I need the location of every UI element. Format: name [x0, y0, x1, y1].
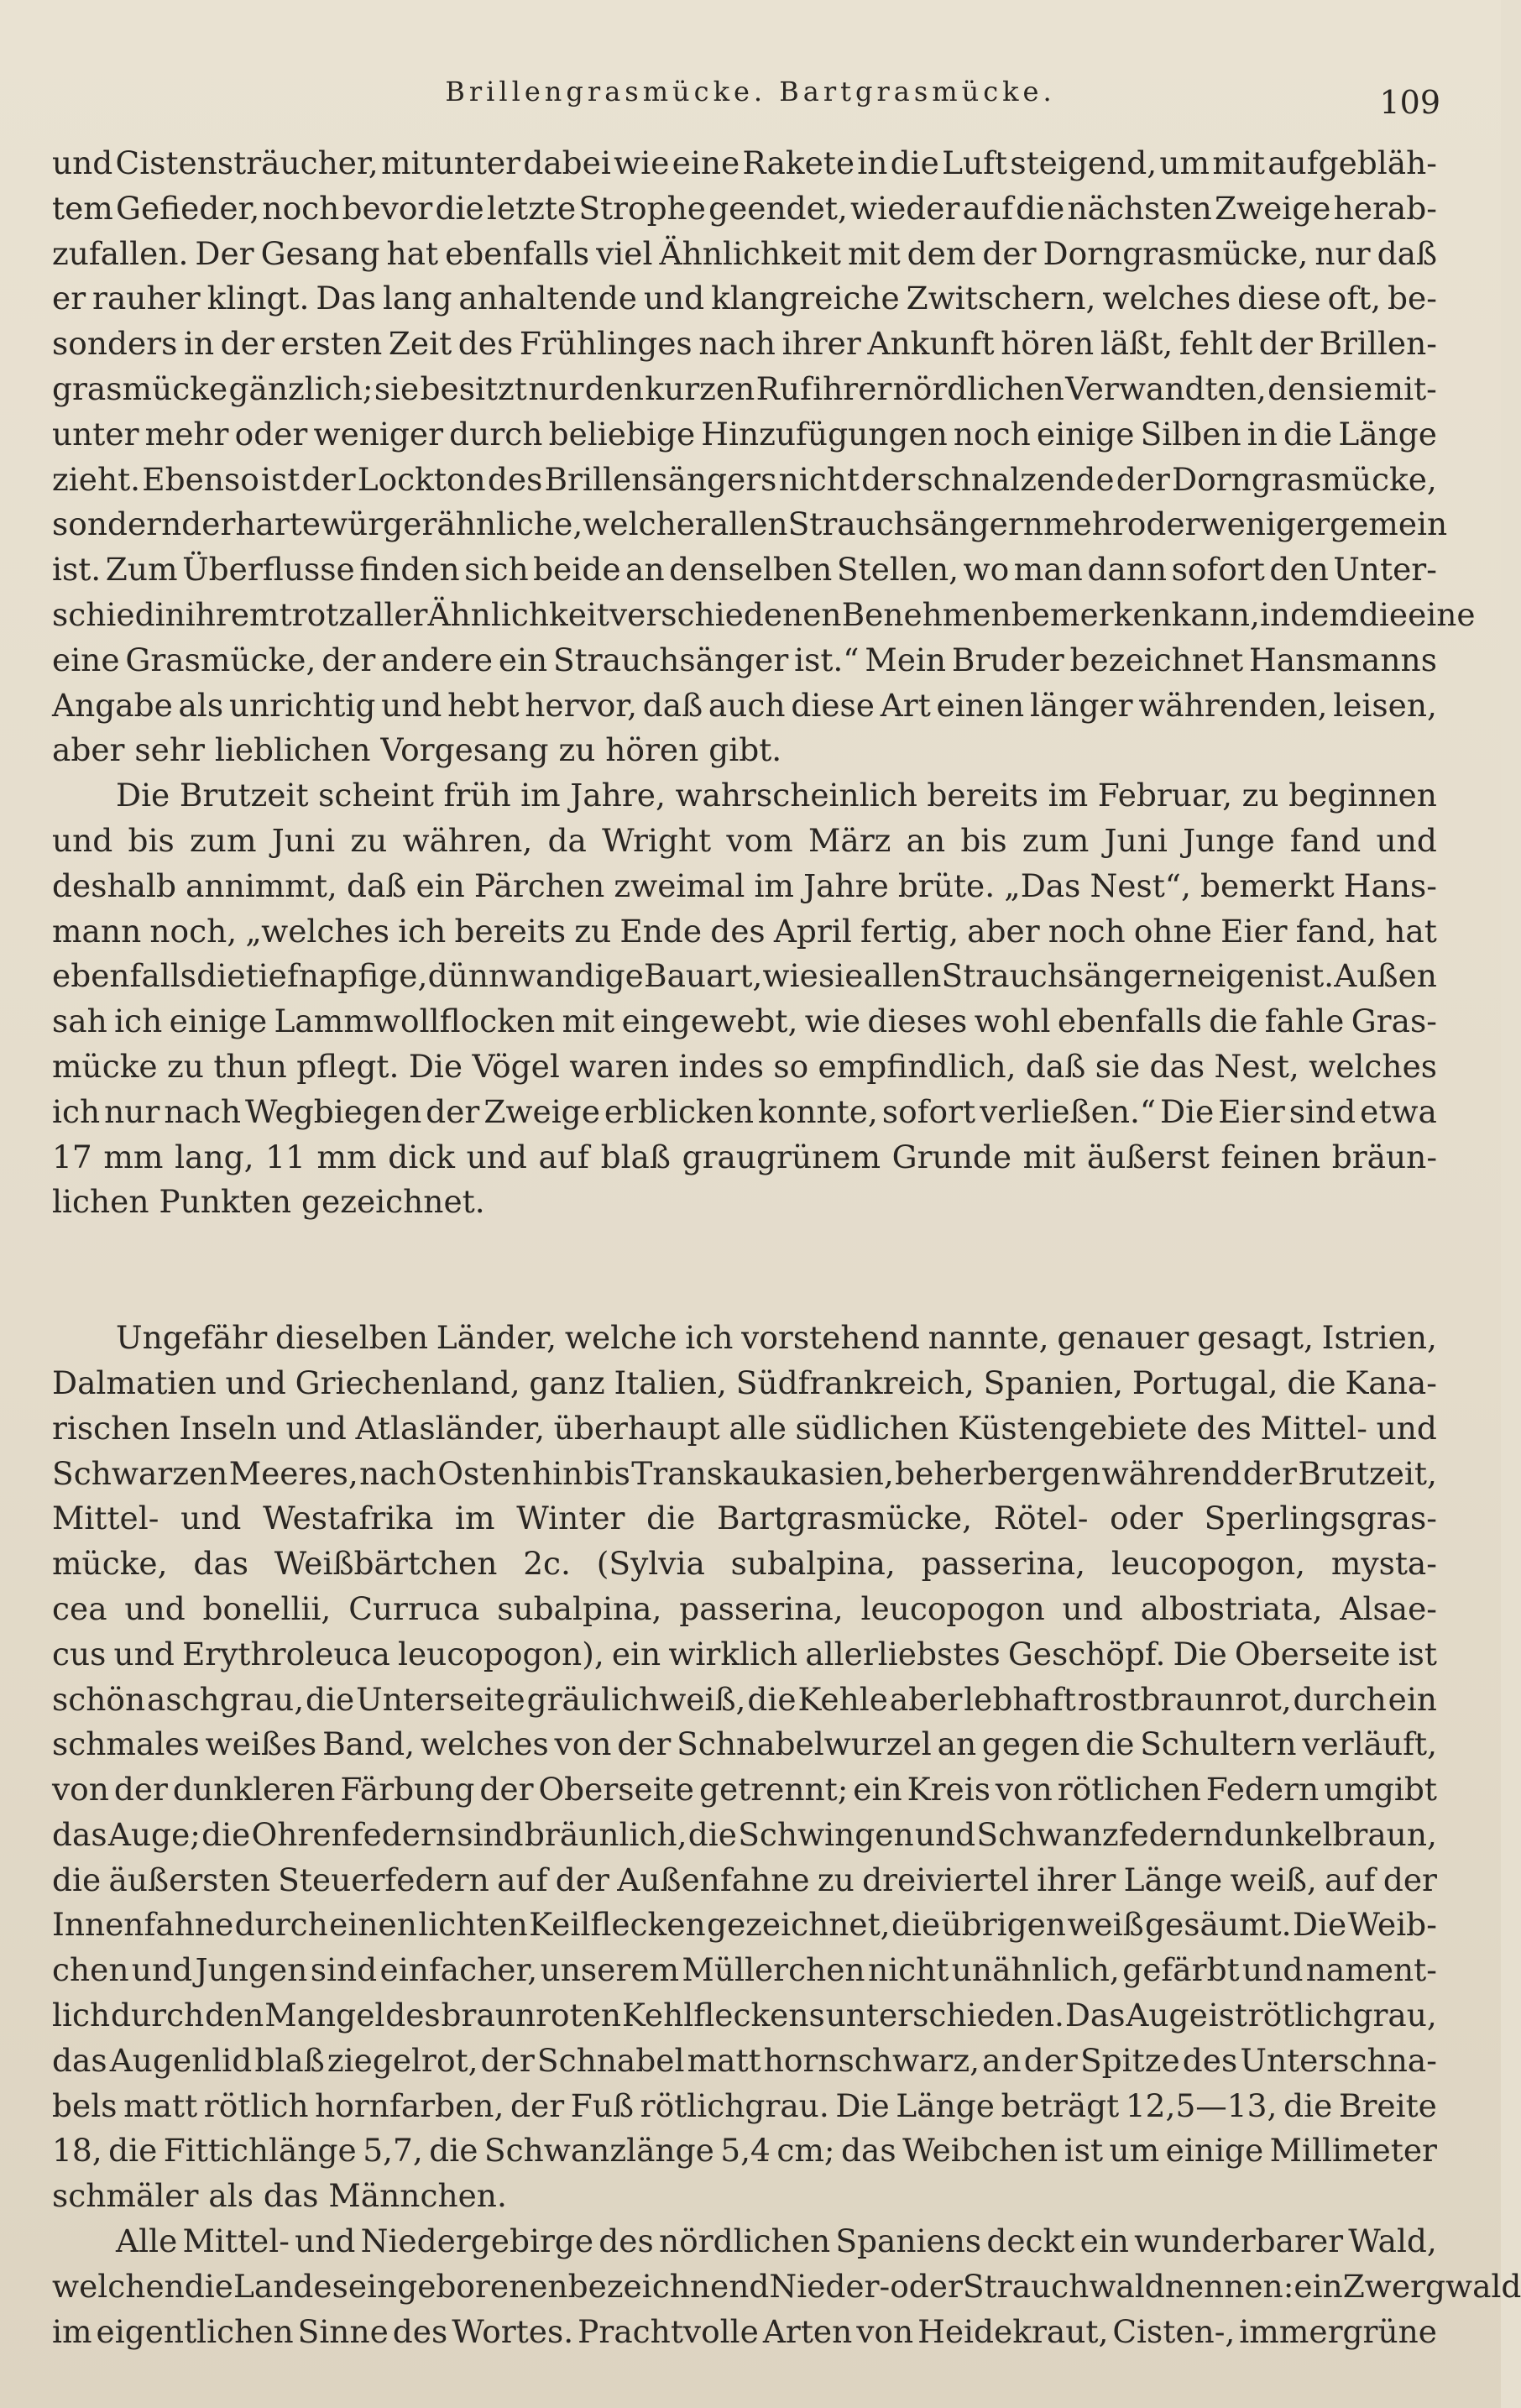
text-line: eine Grasmücke, der andere ein Strauchsänger ist.“ Mein Bruder bezeichnet Hansmanns	[52, 641, 1437, 678]
text-line: Schwarzen Meeres, nach Osten hin bis Transkaukasien, beherbergen während der Brutzeit,	[52, 1454, 1437, 1492]
text-line: zufallen. Der Gesang hat ebenfalls viel Ähnlichkeit mit dem der Dorngrasmücke, nur daß	[52, 234, 1437, 272]
text-line: chen und Jungen sind einfacher, unserem Müllerchen nicht unähnlich, gefärbt und nament-	[52, 1951, 1437, 1989]
text-line: im eigentlichen Sinne des Wortes. Prachtvolle Arten von Heidekraut, Cisten-, immergrüne	[52, 2312, 1437, 2350]
text-line: lich durch den Mangel des braunroten Kehlfleckens unterschieden. Das Auge ist rötlichgrau,	[52, 1997, 1437, 2034]
text-line: die äußersten Steuerfedern auf der Außenfahne zu dreiviertel ihrer Länge weiß, auf der	[52, 1861, 1437, 1898]
text-line: sondern der harte würgerähnliche, welcher allen Strauchsängern mehr oder weniger gemein	[52, 505, 1448, 543]
text-line: und bis zum Juni zu währen, da Wright vom März an bis zum Juni Junge fand und	[52, 821, 1437, 859]
text-line: schied in ihrem trotz aller Ähnlichkeit verschiedenen Benehmen bemerken kann, indem die eine	[52, 595, 1476, 633]
text-line: 18, die Fittichlänge 5,7, die Schwanzlänge 5,4 cm; das Weibchen ist um einige Millimeter	[52, 2132, 1437, 2170]
text-line: mann noch, „welches ich bereits zu Ende des April fertig, aber noch ohne Eier fand, hat	[52, 912, 1437, 950]
text-line: sonders in der ersten Zeit des Frühlinges nach ihrer Ankunft hören läßt, fehlt der Brillen-	[52, 325, 1437, 363]
running-head: Brillengrasmücke. Bartgrasmücke.	[445, 76, 1056, 107]
section-gap	[52, 1225, 1437, 1316]
text-line: schmales weißes Band, welches von der Schnabelwurzel an gegen die Schultern verläuft,	[52, 1725, 1437, 1763]
text-line: deshalb annimmt, daß ein Pärchen zweimal im Jahre brüte. „Das Nest“, bemerkt Hans-	[52, 866, 1437, 904]
text-line: mücke, das Weißbärtchen 2c. (Sylvia subalpina, passerina, leucopogon, mysta-	[52, 1545, 1437, 1583]
text-line: und Cistensträucher, mitunter dabei wie eine Rakete in die Luft steigend, um mit aufgebläh-	[52, 144, 1437, 181]
page-header	[0, 76, 1501, 121]
body-text	[52, 141, 1521, 2354]
section-brillengrasmuecke	[52, 141, 1476, 1225]
text-line: mücke zu thun pflegt. Die Vögel waren indes so empfindlich, daß sie das Nest, welches	[52, 1047, 1437, 1085]
text-line: cus und Erythroleuca leucopogon), ein wirklich allerliebstes Geschöpf. Die Oberseite ist	[52, 1635, 1437, 1673]
text-line: 17 mm lang, 11 mm dick und auf blaß graugrünem Grunde mit äußerst feinen bräun-	[52, 1138, 1437, 1175]
text-line: schön aschgrau, die Unterseite gräulichweiß, die Kehle aber lebhaft rostbraunrot, durch ein	[52, 1680, 1437, 1718]
text-line: ebenfalls die tiefnapfige, dünnwandige Bauart, wie sie allen Strauchsängern eigen ist. Außen	[52, 957, 1437, 995]
section-bartgrasmuecke	[52, 1316, 1521, 2354]
text-line: grasmücke gänzlich; sie besitzt nur den kurzen Ruf ihrer nördlichen Verwandten, den sie mit-	[52, 369, 1437, 407]
text-line: Mittel- und Westafrika im Winter die Bartgrasmücke, Rötel- oder Sperlingsgras-	[52, 1500, 1437, 1537]
text-line: das Augenlid blaß ziegelrot, der Schnabel matt hornschwarz, an der Spitze des Unterschna-	[52, 2041, 1437, 2079]
text-line: Dalmatien und Griechenland, ganz Italien, Südfrankreich, Spanien, Portugal, die Kana-	[52, 1364, 1437, 1401]
text-line: er rauher klingt. Das lang anhaltende und klangreiche Zwitschern, welches diese oft, be-	[52, 280, 1437, 317]
text-line: unter mehr oder weniger durch beliebige Hinzufügungen noch einige Silben in die Länge	[52, 415, 1437, 453]
text-line: welchen die Landeseingeborenen bezeichnend Nieder- oder Strauchwald nennen: ein Zwergwald	[52, 2267, 1521, 2305]
text-line: Alle Mittel- und Niedergebirge des nördlichen Spaniens deckt ein wunderbarer Wald,	[116, 2222, 1437, 2260]
text-line: tem Gefieder, noch bevor die letzte Strophe geendet, wieder auf die nächsten Zweige herab-	[52, 189, 1437, 227]
text-line: ist. Zum Überflusse finden sich beide an denselben Stellen, wo man dann sofort den Unter-	[52, 551, 1437, 589]
text-line: Angabe als unrichtig und hebt hervor, daß auch diese Art einen länger währenden, leisen,	[52, 686, 1437, 724]
text-line: cea und bonellii, Curruca subalpina, passerina, leucopogon und albostriata, Alsae-	[52, 1589, 1437, 1627]
text-line: Die Brutzeit scheint früh im Jahre, wahrscheinlich bereits im Februar, zu beginnen	[116, 777, 1437, 814]
text-line: rischen Inseln und Atlasländer, überhaupt alle südlichen Küstengebiete des Mittel- und	[52, 1409, 1437, 1447]
text-line: bels matt rötlich hornfarben, der Fuß rötlichgrau. Die Länge beträgt 12,5—13, die Breite	[52, 2086, 1437, 2124]
text-line: schmäler als das Männchen.	[52, 2177, 507, 2215]
page-number: 109	[1379, 84, 1440, 121]
text-line: aber sehr lieblichen Vorgesang zu hören gibt.	[52, 731, 782, 769]
text-line: Ungefähr dieselben Länder, welche ich vorstehend nannte, genauer gesagt, Istrien,	[116, 1319, 1437, 1357]
text-line: Innenfahne durch einen lichten Keilflecken gezeichnet, die übrigen weiß gesäumt. Die Weib-	[52, 1906, 1437, 1944]
text-line: zieht. Ebenso ist der Lockton des Brillensängers nicht der schnalzende der Dorngrasmücke,	[52, 460, 1437, 498]
text-line: lichen Punkten gezeichnet.	[52, 1183, 485, 1221]
text-line: sah ich einige Lammwollflocken mit eingewebt, wie dieses wohl ebenfalls die fahle Gras-	[52, 1002, 1437, 1040]
text-line: ich nur nach Wegbiegen der Zweige erblicken konnte, sofort verließen.“ Die Eier sind etwa	[52, 1092, 1437, 1130]
text-line: das Auge; die Ohrenfedern sind bräunlich, die Schwingen und Schwanzfedern dunkelbraun,	[52, 1815, 1437, 1853]
text-line: von der dunkleren Färbung der Oberseite getrennt; ein Kreis von rötlichen Federn umgibt	[52, 1771, 1437, 1809]
